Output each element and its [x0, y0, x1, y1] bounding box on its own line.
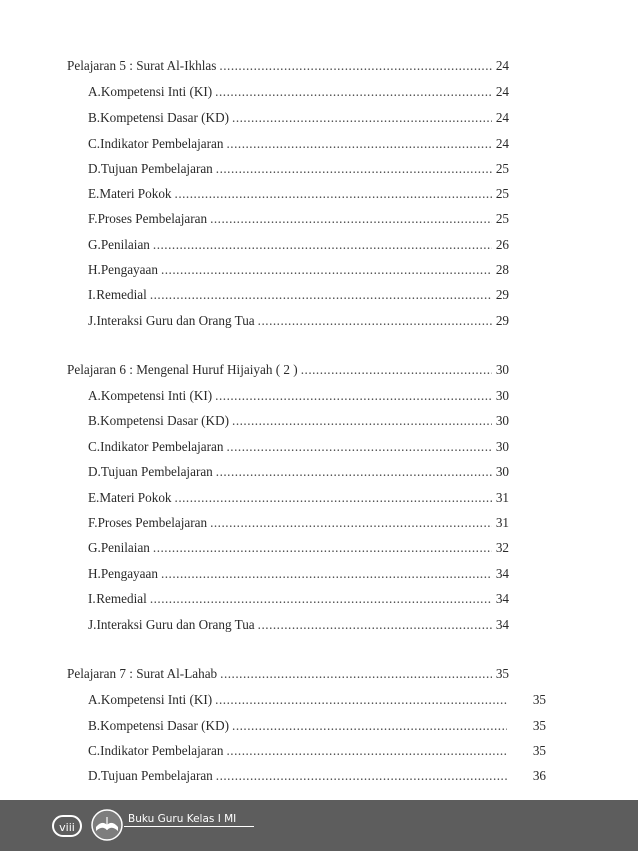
toc-page-number: 29 [495, 287, 509, 302]
footer-divider [124, 826, 254, 827]
toc-entry-label: Indikator Pembelajaran [100, 136, 224, 151]
leader-dots [215, 691, 507, 709]
book-logo-icon [90, 808, 124, 842]
toc-entry-letter: C. [88, 439, 101, 454]
toc-entry-label: Indikator Pembelajaran [100, 743, 224, 758]
toc-entry[interactable] [88, 438, 509, 456]
toc-entry-label: Interaksi Guru dan Orang Tua [96, 617, 255, 632]
toc-entry-letter: C. [88, 136, 101, 151]
toc-entry[interactable] [88, 463, 509, 481]
toc-entry-label: Materi Pokok [99, 490, 172, 505]
toc-entry-label: Kompetensi Dasar (KD) [100, 110, 230, 125]
toc-lesson-6-heading[interactable] [67, 361, 509, 379]
toc-entry-label: Proses Pembelajaran [97, 211, 208, 226]
toc-entry[interactable] [88, 565, 509, 583]
toc-entry[interactable] [88, 489, 509, 507]
toc-entry-letter: A. [88, 84, 101, 99]
leader-dots [153, 539, 492, 557]
leader-dots [215, 387, 492, 405]
toc-entry[interactable] [88, 236, 509, 254]
leader-dots [216, 463, 492, 481]
leader-dots [301, 361, 492, 379]
toc-page-number: 35 [532, 743, 546, 758]
toc-entry[interactable] [88, 717, 546, 735]
toc-lesson-title: Pelajaran 6 : Mengenal Huruf Hijaiyah ( 2 ) [67, 362, 298, 377]
toc-entry-letter: I. [88, 287, 96, 302]
leader-dots [232, 109, 492, 127]
toc-entry-letter: G. [88, 540, 101, 555]
leader-dots [161, 261, 492, 279]
toc-entry-letter: B. [88, 413, 101, 428]
toc-page-number: 34 [495, 617, 509, 632]
toc-lesson-title: Pelajaran 7 : Surat Al-Lahab [67, 666, 218, 681]
toc-page-number: 25 [495, 211, 509, 226]
leader-dots [175, 489, 492, 507]
toc-entry-label: Pengayaan [100, 262, 158, 277]
toc-entry-letter: I. [88, 591, 96, 606]
toc-entry-letter: F. [88, 515, 98, 530]
toc-entry[interactable] [88, 539, 509, 557]
toc-page-number: 31 [495, 515, 509, 530]
toc-entry-letter: E. [88, 186, 100, 201]
page-footer [0, 800, 638, 851]
toc-entry[interactable] [88, 412, 509, 430]
toc-entry-label: Tujuan Pembelajaran [100, 768, 213, 783]
toc-entry-label: Proses Pembelajaran [97, 515, 208, 530]
toc-entry[interactable] [88, 514, 509, 532]
toc-entry[interactable] [88, 767, 546, 785]
toc-page-number: 25 [495, 161, 509, 176]
toc-entry[interactable] [88, 261, 509, 279]
leader-dots [150, 590, 492, 608]
toc-lesson-7-heading[interactable] [67, 665, 509, 683]
toc-entry-label: Kompetensi Inti (KI) [100, 388, 213, 403]
toc-page-number: 29 [495, 313, 509, 328]
toc-page-number: 35 [532, 692, 546, 707]
leader-dots [210, 514, 492, 532]
leader-dots [175, 185, 492, 203]
toc-entry[interactable] [88, 387, 509, 405]
toc-entry[interactable] [88, 312, 509, 330]
leader-dots [258, 616, 492, 634]
toc-entry-label: Penilaian [100, 540, 150, 555]
toc-page-number: 24 [495, 58, 509, 73]
leader-dots [232, 717, 507, 735]
toc-entry-letter: J. [88, 313, 97, 328]
toc-entry-letter: G. [88, 237, 101, 252]
toc-entry[interactable] [88, 160, 509, 178]
toc-entry-letter: F. [88, 211, 98, 226]
toc-entry[interactable] [88, 210, 509, 228]
toc-entry-label: Interaksi Guru dan Orang Tua [96, 313, 255, 328]
toc-page-number: 24 [495, 136, 509, 151]
toc-entry-label: Remedial [96, 591, 147, 606]
toc-entry-letter: D. [88, 161, 101, 176]
toc-entry-letter: C. [88, 743, 101, 758]
toc-entry-letter: H. [88, 566, 101, 581]
toc-page-number: 28 [495, 262, 509, 277]
toc-page-number: 34 [495, 566, 509, 581]
leader-dots [227, 438, 492, 456]
toc-entry[interactable] [88, 286, 509, 304]
toc-page-number: 30 [495, 464, 509, 479]
toc-entry-label: Kompetensi Inti (KI) [100, 84, 213, 99]
toc-entry-letter: J. [88, 617, 97, 632]
leader-dots [161, 565, 492, 583]
leader-dots [215, 83, 492, 101]
toc-entry-label: Indikator Pembelajaran [100, 439, 224, 454]
toc-entry-label: Remedial [96, 287, 147, 302]
toc-entry-letter: B. [88, 110, 101, 125]
toc-entry[interactable] [88, 691, 546, 709]
toc-entry-label: Penilaian [100, 237, 150, 252]
leader-dots [227, 742, 507, 760]
toc-entry[interactable] [88, 742, 546, 760]
toc-entry-letter: A. [88, 692, 101, 707]
toc-entry-letter: E. [88, 490, 100, 505]
toc-page-number: 31 [495, 490, 509, 505]
leader-dots [153, 236, 492, 254]
toc-entry-label: Tujuan Pembelajaran [100, 161, 213, 176]
toc-entry[interactable] [88, 109, 509, 127]
toc-page-number: 35 [532, 718, 546, 733]
leader-dots [220, 665, 492, 683]
toc-page-number: 26 [495, 237, 509, 252]
toc-entry-label: Kompetensi Dasar (KD) [100, 718, 230, 733]
leader-dots [227, 135, 492, 153]
toc-entry[interactable] [88, 616, 509, 634]
toc-entry-letter: D. [88, 464, 101, 479]
toc-page-number: 30 [495, 388, 509, 403]
leader-dots [232, 412, 492, 430]
toc-page-number: 30 [495, 413, 509, 428]
footer-page-number: viii [52, 815, 82, 837]
toc-entry-letter: B. [88, 718, 101, 733]
toc-entry-label: Kompetensi Inti (KI) [100, 692, 213, 707]
toc-entry[interactable] [88, 83, 509, 101]
toc-page-number: 30 [495, 439, 509, 454]
toc-entry[interactable] [88, 135, 509, 153]
leader-dots [216, 767, 507, 785]
toc-entry[interactable] [88, 185, 509, 203]
leader-dots [258, 312, 492, 330]
toc-entry[interactable] [88, 590, 509, 608]
toc-entry-label: Tujuan Pembelajaran [100, 464, 213, 479]
toc-entry-letter: H. [88, 262, 101, 277]
toc-entry-letter: D. [88, 768, 101, 783]
toc-lesson-title: Pelajaran 5 : Surat Al-Ikhlas [67, 58, 217, 73]
leader-dots [216, 160, 492, 178]
toc-page-number: 32 [495, 540, 509, 555]
toc-entry-label: Pengayaan [100, 566, 158, 581]
toc-page-number: 36 [532, 768, 546, 783]
leader-dots [219, 57, 491, 75]
toc-entry-letter: A. [88, 388, 101, 403]
leader-dots [210, 210, 492, 228]
toc-page-number: 34 [495, 591, 509, 606]
toc-page-number: 24 [495, 110, 509, 125]
leader-dots [150, 286, 492, 304]
toc-entry-label: Materi Pokok [99, 186, 172, 201]
toc-page-number: 25 [495, 186, 509, 201]
toc-page-number: 30 [495, 362, 509, 377]
toc-page-number: 24 [495, 84, 509, 99]
footer-book-title: Buku Guru Kelas I MI [128, 813, 237, 825]
toc-lesson-5-heading[interactable] [67, 57, 509, 75]
toc-entry-label: Kompetensi Dasar (KD) [100, 413, 230, 428]
toc-page-number: 35 [495, 666, 509, 681]
